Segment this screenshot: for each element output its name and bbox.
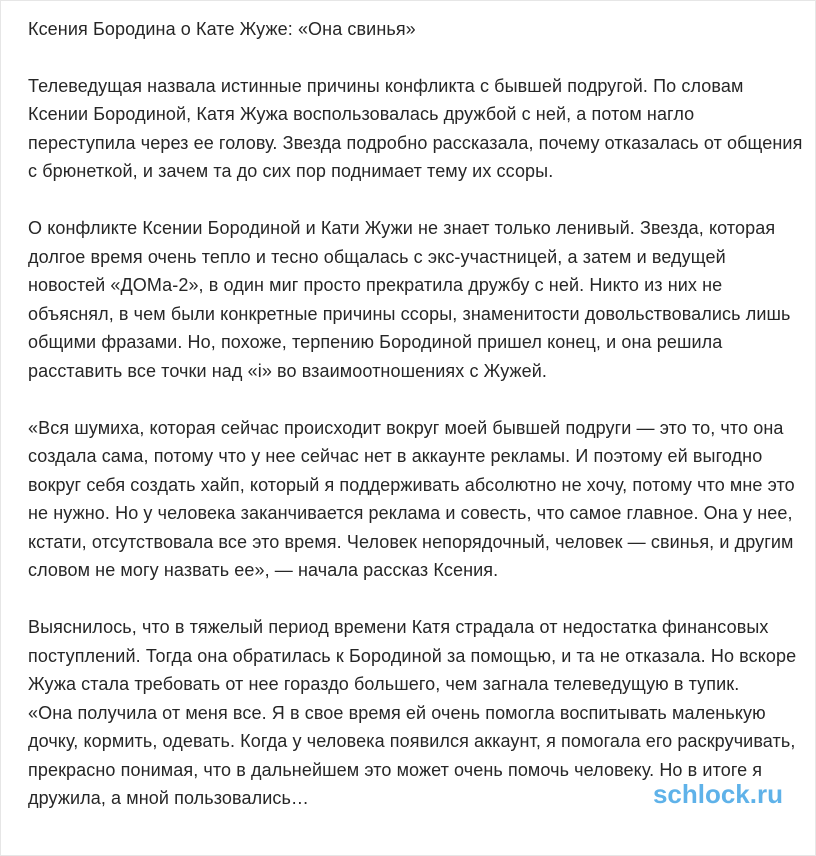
article-title: Ксения Бородина о Кате Жуже: «Она свинья»: [28, 19, 416, 39]
site-watermark: schlock.ru: [652, 779, 783, 809]
article-paragraph-5: «Она получила от меня все. Я в свое время ей очень помогла воспитывать маленькую дочку, кормить, одевать. Когда у человека появился аккаунт, я помогала его раскручивать, прекрасно понимая, что в дальнейшем это может очень помочь человеку. Но в итоге я дружила, а мной пользовались…: [28, 702, 796, 808]
article-paragraph-4: Выяснилось, что в тяжелый период времени Катя страдала от недостатка финансовых поступлений. Тогда она обратилась к Бородиной за помощью, и та не отказала. Но вскоре Жужа стала требовать от нее гораздо большего, чем загнала телеведущую в тупик.: [28, 617, 797, 694]
article-paragraph-1: Телеведущая назвала истинные причины конфликта с бывшей подругой. По словам Ксении Бородиной, Катя Жужа воспользовалась дружбой с ней, а потом нагло переступила через ее голову. Звезда подробно рассказала, почему отказалась от общения с брюнеткой, и зачем та до сих пор поднимает тему их ссоры.: [28, 75, 803, 181]
article-paragraph-2: О конфликте Ксении Бородиной и Кати Жужи не знает только ленивый. Звезда, которая долгое время очень тепло и тесно общалась с экс-участницей, а затем и ведущей новостей «ДОМа-2», в один миг просто прекратила дружбу с ней. Никто из них не объяснял, в чем были конкретные причины ссоры, знаменитости довольствовались лишь общими фразами. Но, похоже, терпению Бородиной пришел конец, и она решила расставить все точки над «i» во взаимоотношениях с Жужей.: [28, 218, 791, 381]
article: [28, 15, 803, 813]
article-paragraph-3: «Вся шумиха, которая сейчас происходит вокруг моей бывшей подруги — это то, что она создала сама, потому что у нее сейчас нет в аккаунте рекламы. И поэтому ей выгодно вокруг себя создать хайп, который я поддерживать абсолютно не хочу, потому что мне это не нужно. Но у человека заканчивается реклама и совесть, что самое главное. Она у нее, кстати, отсутствовала все это время. Человек непорядочный, человек — свинья, и другим словом не могу назвать ее», — начала рассказ Ксения.: [28, 417, 795, 580]
